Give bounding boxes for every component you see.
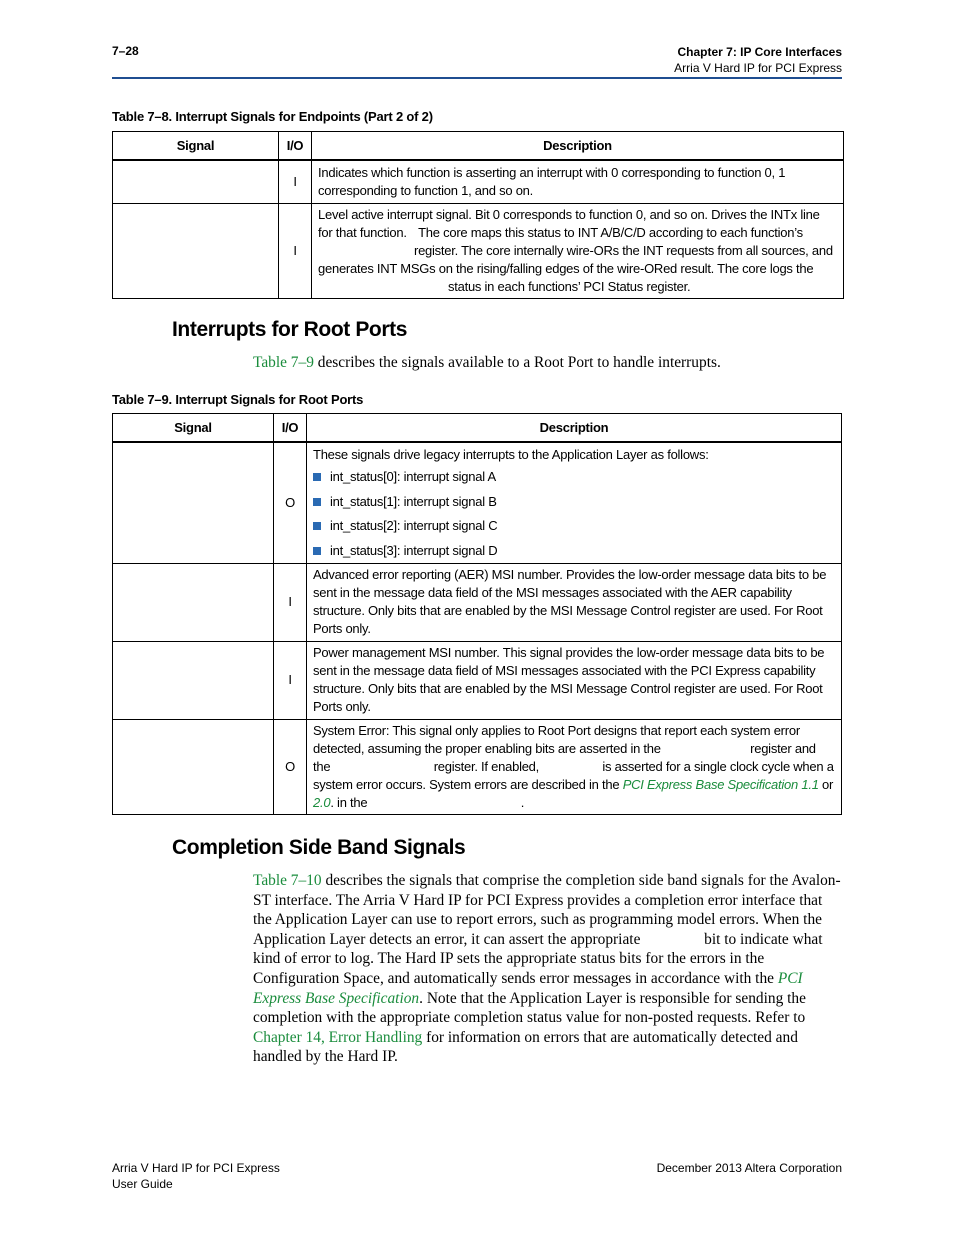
list-item: int_status[0]: interrupt signal A: [313, 468, 835, 486]
io-cell: I: [274, 641, 307, 719]
section-heading-completion: Completion Side Band Signals: [172, 836, 466, 859]
header-rule: [112, 77, 842, 79]
bullet-square-icon: [313, 547, 321, 555]
description-cell: Advanced error reporting (AER) MSI number. Provides the low-order message data bits to be sent in the message data field of the MSI messages associated with the AER capability structure. Only bits that are enabled by the MSI Message Control register are used. For Root Ports only.: [307, 563, 842, 641]
description-cell: [307, 442, 842, 563]
list-item: int_status[3]: interrupt signal D: [313, 542, 835, 560]
bullet-square-icon: [313, 473, 321, 481]
bullet-list: [313, 468, 835, 560]
column-header-io: I/O: [274, 414, 307, 443]
io-cell: I: [279, 160, 312, 203]
column-header-signal: Signal: [113, 414, 274, 443]
table-row: [113, 719, 842, 814]
table-7-10-link[interactable]: Table 7–10: [253, 872, 322, 889]
pci-express-base-spec-link[interactable]: PCI Express Base Specification: [253, 969, 803, 1007]
root-ports-intro: [253, 353, 843, 373]
table-7-9: [112, 413, 842, 815]
table-7-9-link[interactable]: Table 7–9: [253, 354, 314, 371]
description-intro: These signals drive legacy interrupts to the Application Layer as follows:: [313, 447, 709, 462]
column-header-description: Description: [307, 414, 842, 443]
section-heading-root-ports: Interrupts for Root Ports: [172, 318, 407, 341]
description-text: status in each functions’ PCI Status register.: [448, 278, 691, 294]
signal-cell: [113, 641, 274, 719]
description-text: Level active interrupt signal. Bit 0 corresponds to function 0, and so on. Drives the INTx line for that function.: [318, 206, 820, 240]
table-7-8-caption: Table 7–8. Interrupt Signals for Endpoints (Part 2 of 2): [112, 109, 433, 124]
description-text: The core maps this status to INT A/B/C/D according to each function’s: [418, 224, 803, 240]
column-header-description: Description: [312, 132, 844, 161]
pci-express-spec-link[interactable]: PCI Express Base Specification 1.1: [622, 776, 819, 792]
io-cell: I: [279, 203, 312, 298]
description-cell: [312, 203, 844, 298]
list-item: int_status[1]: interrupt signal B: [313, 493, 835, 511]
footer-left: [112, 1160, 280, 1192]
description-cell: System Error: This signal only applies to Root Port designs that report each system error detected, assuming the proper enabling bits are asserted in the register and the register. If enabled, is asserted for a single clock cycle when a system error occurs. System errors are described in the PCI Express Base Specification 1.1 or 2.0. in the .: [307, 719, 842, 814]
bullet-square-icon: [313, 522, 321, 530]
table-row: [113, 442, 842, 563]
intro-text: describes the signals available to a Root Port to handle interrupts.: [313, 354, 721, 371]
chapter-14-link[interactable]: Chapter 14, Error Handling: [253, 1028, 423, 1046]
chapter-title: Chapter 7: IP Core Interfaces: [677, 45, 842, 59]
signal-cell: [113, 203, 279, 298]
list-item: int_status[2]: interrupt signal C: [313, 517, 835, 535]
completion-paragraph: Table 7–10 describes the signals that comprise the completion side band signals for the Avalon-ST interface. The Arria V Hard IP for PCI Express provides a completion error interface that the Application Layer can use to report errors, such as programming model errors. When the Application Layer detects an error, it can assert the appropriate bit to indicate what kind of error to log. The Hard IP sets the appropriate status bits for the errors in the Configuration Space, and automatically sends error messages in accordance with the PCI Express Base Specification. Note that the Application Layer is responsible for sending the completion with the appropriate completion status value for non-posted requests. Refer to Chapter 14, Error Handling for information on errors that are automatically detected and handled by the Hard IP.: [253, 872, 841, 1066]
description-text: register. The core internally wire-ORs the INT requests from all sources, and generates INT MSGs on the rising/falling edges of the wire-ORed result. The core logs the: [318, 242, 833, 276]
spec-2-0-link[interactable]: 2.0: [313, 794, 331, 810]
column-header-io: I/O: [279, 132, 312, 161]
signal-cell: [113, 563, 274, 641]
table-7-9-caption: Table 7–9. Interrupt Signals for Root Ports: [112, 392, 364, 407]
signal-cell: [113, 719, 274, 814]
table-row: [113, 203, 844, 298]
signal-cell: [113, 160, 279, 203]
table-row: [113, 641, 842, 719]
bullet-square-icon: [313, 498, 321, 506]
io-cell: O: [274, 442, 307, 563]
io-cell: I: [274, 563, 307, 641]
footer-document-type: User Guide: [112, 1177, 173, 1191]
page-number: 7–28: [112, 44, 139, 58]
column-header-signal: Signal: [113, 132, 279, 161]
signal-cell: [113, 442, 274, 563]
table-row: [113, 563, 842, 641]
footer-right: December 2013 Altera Corporation: [656, 1161, 842, 1175]
document-subtitle: Arria V Hard IP for PCI Express: [674, 61, 842, 75]
table-row: [113, 160, 844, 203]
io-cell: O: [274, 719, 307, 814]
running-header: [674, 44, 842, 76]
table-7-8: [112, 131, 844, 299]
footer-document-title: Arria V Hard IP for PCI Express: [112, 1161, 280, 1175]
description-cell: Indicates which function is asserting an interrupt with 0 corresponding to function 0, 1 corresponding to function 1, and so on.: [312, 160, 844, 203]
description-cell: Power management MSI number. This signal provides the low-order message data bits to be sent in the message data field of MSI messages associated with the PCI Express capability structure. Only bits that are enabled by the MSI Message Control register are used. For Root Ports only.: [307, 641, 842, 719]
